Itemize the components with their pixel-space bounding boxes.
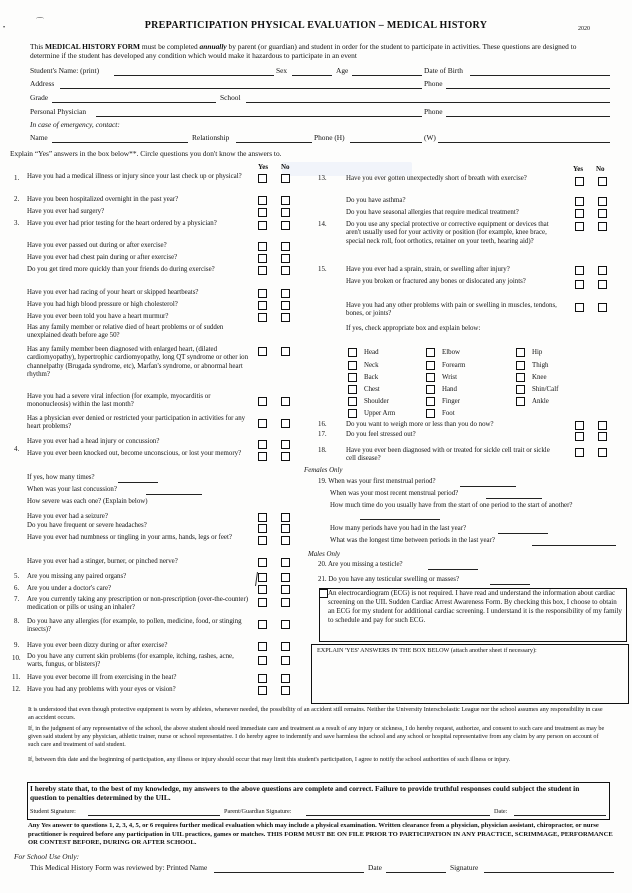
notification-paragraph: If, between this date and the beginning of participation, any illness or injury should occur that may limit this student's participation, I agree to notify the school authorities of such illness or injury. — [28, 756, 511, 763]
body-part-label: Hand — [442, 386, 457, 393]
phone-w-label: (W) — [424, 133, 436, 142]
no-checkbox-8[interactable] — [281, 620, 290, 629]
question-3b: Have you ever passed out during or after exercise? — [27, 242, 167, 249]
certify-date-label: Date: — [494, 808, 508, 815]
body-part-checkbox[interactable] — [348, 409, 357, 418]
yes-checkbox-17[interactable] — [575, 432, 584, 441]
no-checkbox-4b[interactable] — [281, 452, 290, 461]
question-3g: Have you ever been told you have a heart murmur? — [27, 313, 169, 320]
yes-checkbox-15a[interactable] — [575, 266, 584, 275]
yes-header-left: Yes — [258, 163, 269, 171]
question-3c: Have you ever had chest pain during or after exercise? — [27, 254, 178, 261]
question-13b: Do you have asthma? — [346, 197, 406, 204]
yes-checkbox-4g[interactable] — [258, 524, 267, 533]
no-checkbox-9[interactable] — [281, 642, 290, 651]
phone2-label: Phone — [424, 107, 443, 116]
question-4c: If yes, how many times? — [27, 474, 95, 481]
question-7: Are you currently taking any prescription or non-prescription (over-the-counter) medication or pills or using an inhaler? — [27, 596, 249, 612]
question-4f: Have you ever had a seizure? — [27, 513, 108, 520]
yes-checkbox-3a[interactable] — [258, 221, 267, 230]
question-1: Have you had a medical illness or injury since your last check up or physical? — [27, 173, 242, 180]
consent-paragraph: If, in the judgment of any representative of the school, the above student should need immediate care and treatment as a result of any injury or sickness, I do hereby request, authorize, and consent to such care and treatment as may be given said student by any physician, athletic trainer, nurse or school representative. I do hereby agree to indemnify and save harmless the school and any school or hospital representative from any claim by any person on account of such care and treatment of said student. — [28, 725, 605, 749]
yes-checkbox-3f[interactable] — [258, 301, 267, 310]
parent-signature-field[interactable] — [306, 815, 490, 816]
body-part-checkbox[interactable] — [426, 373, 435, 382]
yes-checkbox-7[interactable] — [258, 598, 267, 607]
question-number: 2. — [14, 196, 20, 203]
yes-checkbox-4i[interactable] — [258, 558, 267, 567]
phone2-field[interactable] — [446, 116, 610, 117]
yes-checkbox-10[interactable] — [258, 656, 267, 665]
question-number: 8. — [14, 618, 20, 625]
no-checkbox-3a[interactable] — [281, 221, 290, 230]
body-part-checkbox[interactable] — [426, 361, 435, 370]
testicular-field[interactable] — [490, 584, 530, 585]
dob-field[interactable] — [470, 75, 610, 76]
question-3d: Do you get tired more quickly than your friends do during exercise? — [27, 266, 215, 273]
form-year: 2020 — [578, 26, 590, 32]
yes-checkbox-13c[interactable] — [575, 209, 584, 218]
concussion-count-field[interactable] — [118, 482, 158, 483]
explain-yes-label: EXPLAIN 'YES' ANSWERS IN THE BOX BELOW (attach another sheet if necessary): — [317, 647, 537, 654]
yes-checkbox-5[interactable] — [258, 573, 267, 582]
no-checkbox-12[interactable] — [281, 686, 290, 695]
no-checkbox-13b[interactable] — [598, 197, 607, 206]
body-part-checkbox[interactable] — [516, 385, 525, 394]
sex-field[interactable] — [292, 75, 332, 76]
student-name-field[interactable] — [114, 75, 274, 76]
question-18: Have you ever been diagnosed with or treated for sickle cell trait or sickle cell disease? — [346, 447, 550, 463]
yes-checkbox-11[interactable] — [258, 674, 267, 683]
body-part-label: Head — [364, 349, 379, 356]
yes-checkbox-3e[interactable] — [258, 289, 267, 298]
period-interval-field[interactable] — [360, 519, 440, 520]
relationship-field[interactable] — [236, 142, 312, 143]
body-part-label: Shoulder — [364, 398, 389, 405]
no-checkbox-4g[interactable] — [281, 524, 290, 533]
question-number: 17. — [318, 431, 327, 438]
question-3e: Have you ever had racing of your heart or skipped heartbeats? — [27, 289, 199, 296]
body-part-label: Ankle — [532, 398, 549, 405]
no-checkbox-17[interactable] — [598, 432, 607, 441]
no-checkbox-3i[interactable] — [281, 347, 290, 356]
question-3i: Has any family member been diagnosed with enlarged heart, (dilated cardiomyopathy), hypertrophic cardiomyopathy, long QT syndrome or other ion channelpathy (Brugada syndrome, etc), Marfan's syndrome, or abnormal heart rhythm? — [27, 346, 249, 379]
question-number: 13. — [318, 175, 327, 182]
yes-checkbox-3g[interactable] — [258, 313, 267, 322]
no-checkbox-1[interactable] — [281, 174, 290, 183]
yes-checkbox-14[interactable] — [575, 222, 584, 231]
females-only-heading: Females Only — [304, 467, 343, 474]
phone-h-label: Phone (H) — [314, 133, 345, 142]
yes-checkbox-3c[interactable] — [258, 254, 267, 263]
no-checkbox-11[interactable] — [281, 674, 290, 683]
yes-checkbox-2b[interactable] — [258, 208, 267, 217]
sex-label: Sex — [276, 66, 288, 75]
question-number: 11. — [12, 674, 21, 681]
question-number: 3. — [14, 220, 20, 227]
question-11: Have you ever become ill from exercising in the heat? — [27, 674, 177, 681]
no-checkbox-15c[interactable] — [598, 303, 607, 312]
yes-checkbox-3d[interactable] — [258, 266, 267, 275]
no-header-right: No — [596, 165, 605, 173]
body-part-label: Forearm — [442, 362, 466, 369]
no-checkbox-13a[interactable] — [598, 177, 607, 186]
question-5: Are you missing any paired organs? — [27, 573, 127, 580]
yes-checkbox-3j[interactable] — [258, 397, 267, 406]
school-use-heading: For School Use Only: — [14, 852, 80, 861]
question-number: 1. — [14, 175, 20, 182]
ecg-text: An electrocardiogram (ECG) is not required. I have read and understand the information about cardiac screening on the UIL Sudden Cardiac Arrest Awareness Form. By checking this box, I choose to obtain an ECG for my student for additional cardiac screening. I understand it is the responsibility of my family to schedule and pay for such ECG. — [328, 589, 622, 624]
question-13c: Do you have seasonal allergies that require medical treatment? — [346, 209, 519, 216]
body-part-checkbox[interactable] — [426, 409, 435, 418]
no-checkbox-3b[interactable] — [281, 242, 290, 251]
no-checkbox-3k[interactable] — [281, 419, 290, 428]
no-checkbox-4f[interactable] — [281, 513, 290, 522]
question-number: 18. — [318, 447, 327, 454]
yes-checkbox-4f[interactable] — [258, 513, 267, 522]
yes-header-right: Yes — [573, 165, 584, 173]
question-15a: Have you ever had a sprain, strain, or swelling after injury? — [346, 266, 510, 273]
no-header-left: No — [281, 163, 290, 171]
student-signature-field[interactable] — [88, 815, 220, 816]
grade-label: Grade — [30, 93, 49, 102]
yes-checkbox-4h[interactable] — [258, 536, 267, 545]
question-number: 12. — [12, 686, 21, 693]
dob-label: Date of Birth — [424, 66, 463, 75]
scan-mark: • — [3, 25, 6, 31]
no-checkbox-3e[interactable] — [281, 289, 290, 298]
question-3f: Have you had high blood pressure or high cholesterol? — [27, 301, 178, 308]
review-signature-label: Signature — [450, 863, 479, 872]
no-checkbox-15b[interactable] — [598, 280, 607, 289]
longest-interval-field[interactable] — [532, 545, 616, 546]
testicle-field[interactable] — [428, 569, 478, 570]
question-2a: Have you been hospitalized overnight in the past year? — [27, 196, 179, 203]
yes-checkbox-18[interactable] — [575, 448, 584, 457]
body-part-checkbox[interactable] — [516, 348, 525, 357]
reviewed-by-label: This Medical History Form was reviewed by: Printed Name — [30, 863, 208, 872]
no-checkbox-10[interactable] — [281, 656, 290, 665]
body-part-label: Finger — [442, 398, 460, 405]
question-4b: Have you ever been knocked out, become unconscious, or lost your memory? — [27, 450, 242, 457]
physician-label: Personal Physician — [30, 107, 87, 116]
yes-checkbox-15c[interactable] — [575, 303, 584, 312]
relationship-label: Relationship — [192, 133, 230, 142]
males-only-heading: Males Only — [308, 551, 340, 558]
question-15b: Have you broken or fractured any bones or dislocated any joints? — [346, 278, 526, 285]
question-number: 10. — [12, 655, 21, 662]
no-checkbox-2b[interactable] — [281, 208, 290, 217]
body-part-label: Elbow — [442, 349, 460, 356]
question-4g: Do you have frequent or severe headaches? — [27, 522, 147, 529]
physician-field[interactable] — [96, 116, 422, 117]
body-part-checkbox[interactable] — [516, 373, 525, 382]
no-checkbox-15a[interactable] — [598, 266, 607, 275]
question-number: 7. — [14, 596, 20, 603]
yes-checkbox-13b[interactable] — [575, 197, 584, 206]
body-part-label: Chest — [364, 386, 380, 393]
no-checkbox-4a[interactable] — [281, 440, 290, 449]
question-17: Do you feel stressed out? — [346, 431, 416, 438]
question-12: Have you had any problems with your eyes or vision? — [27, 686, 176, 693]
body-part-label: Upper Arm — [364, 410, 396, 417]
question-16: Do you want to weigh more or less than you do now? — [346, 421, 494, 428]
school-field[interactable] — [246, 102, 610, 103]
yes-checkbox-4b[interactable] — [258, 452, 267, 461]
body-part-label: Neck — [364, 362, 379, 369]
yes-checkbox-16[interactable] — [575, 421, 584, 430]
body-part-label: Shin/Calf — [532, 386, 559, 393]
question-number: 16. — [318, 421, 327, 428]
question-number: 14. — [318, 221, 327, 228]
question-number: 4. — [14, 446, 20, 453]
phone-label: Phone — [424, 79, 443, 88]
yes-checkbox-8[interactable] — [258, 620, 267, 629]
body-part-checkbox[interactable] — [426, 348, 435, 357]
body-part-label: Hip — [532, 349, 543, 356]
question-13a: Have you ever gotten unexpectedly short of breath with exercise? — [346, 175, 527, 182]
question-10: Do you have any current skin problems (for example, itching, rashes, acne, warts, fungus, or blisters)? — [27, 653, 234, 669]
question-20: 20. Are you missing a testicle? — [318, 561, 403, 568]
no-checkbox-3j[interactable] — [281, 397, 290, 406]
question-9: Have you ever been dizzy during or after exercise? — [27, 642, 168, 649]
grade-field[interactable] — [52, 102, 216, 103]
phone-h-field[interactable] — [350, 142, 422, 143]
intro-paragraph: This MEDICAL HISTORY FORM must be completed annually by parent (or guardian) and student in order for the student to participate in activities. These questions are designed to determine if the student has developed any condition which would make it hazardous to participate in an event — [30, 42, 577, 61]
review-date-label: Date — [368, 863, 382, 872]
question-number: 15. — [318, 266, 327, 273]
body-part-checkbox[interactable] — [348, 348, 357, 357]
question-4i: Have you ever had a stinger, burner, or pinched nerve? — [27, 558, 178, 565]
certification-text: I hereby state that, to the best of my knowledge, my answers to the above questions are complete and correct. Failure to provide truthful responses could subject the student in question to penalties determined by the UIL. — [30, 784, 580, 803]
question-19d: How many periods have you had in the last year? — [330, 525, 467, 532]
student-name-label: Student's Name: (print) — [30, 66, 100, 75]
body-part-checkbox[interactable] — [348, 361, 357, 370]
body-part-checkbox[interactable] — [426, 385, 435, 394]
period-count-field[interactable] — [498, 533, 548, 534]
no-checkbox-3c[interactable] — [281, 254, 290, 263]
question-3k: Has a physician ever denied or restricted your participation in activities for any heart problems? — [27, 415, 246, 431]
emergency-label: In case of emergency, contact: — [30, 120, 120, 129]
review-date-field[interactable] — [386, 872, 446, 873]
question-3j: Have you had a severe viral infection (for example, myocarditis or mononucleosis) within the last month? — [27, 393, 211, 409]
age-field[interactable] — [352, 75, 422, 76]
body-part-label: Foot — [442, 410, 455, 417]
no-checkbox-13c[interactable] — [598, 209, 607, 218]
question-19b: When was your most recent menstrual period? — [330, 490, 459, 497]
no-checkbox-3g[interactable] — [281, 313, 290, 322]
yes-checkbox-15b[interactable] — [575, 280, 584, 289]
parent-signature-label: Parent/Guardian Signature: — [224, 808, 292, 815]
yes-checkbox-3i[interactable] — [258, 347, 267, 356]
no-checkbox-16[interactable] — [598, 421, 607, 430]
clearance-warning: Any Yes answer to questions 1, 2, 3, 4, 5, or 6 requires further medical evaluation which may include a physical examination. Written clearance from a physician, physician assistant, chiropractor, or nurse practitioner is required before any participation in UIL practices, games or matches. THIS FORM MUST BE ON FILE PRIOR TO PARTICIPATION IN ANY PRACTICE, SCRIMMAGE, PERFORMANCE OR CONTEST BEFORE, DURING OR AFTER SCHOOL. — [28, 822, 613, 847]
emergency-name-label: Name — [30, 133, 48, 142]
body-part-checkbox[interactable] — [348, 373, 357, 382]
question-19a: 19. When was your first menstrual period? — [318, 478, 436, 485]
yes-checkbox-12[interactable] — [258, 686, 267, 695]
question-19e: What was the longest time between periods in the last year? — [330, 537, 495, 544]
no-checkbox-3f[interactable] — [281, 301, 290, 310]
last-concussion-field[interactable] — [146, 494, 202, 495]
yes-checkbox-3b[interactable] — [258, 242, 267, 251]
instructions: Explain “Yes” answers in the box below**. Circle questions you don't know the answers to. — [10, 149, 282, 158]
yes-checkbox-13a[interactable] — [575, 177, 584, 186]
question-number: 6. — [14, 585, 20, 592]
no-checkbox-5[interactable] — [281, 573, 290, 582]
yes-checkbox-9[interactable] — [258, 642, 267, 651]
body-part-label: Back — [364, 374, 379, 381]
no-checkbox-18[interactable] — [598, 448, 607, 457]
school-label: School — [220, 93, 241, 102]
scan-mark: ⌒ — [36, 17, 44, 26]
address-field[interactable] — [60, 88, 422, 89]
question-4a: Have you ever had a head injury or concussion? — [27, 438, 160, 445]
scan-artifact — [282, 162, 412, 176]
body-part-label: Thigh — [532, 362, 549, 369]
question-21: 21. Do you have any testicular swelling or masses? — [318, 576, 460, 583]
question-4h: Have you ever had numbness or tingling in your arms, hands, legs or feet? — [27, 534, 232, 541]
question-8: Do you have any allergies (for example, to pollen, medicine, food, or stinging insects)? — [27, 618, 242, 634]
yes-checkbox-4a[interactable] — [258, 440, 267, 449]
body-part-label: Wrist — [442, 374, 458, 381]
question-3a: Have you ever had prior testing for the heart ordered by a physician? — [27, 220, 217, 227]
no-checkbox-6[interactable] — [281, 585, 290, 594]
student-signature-label: Student Signature: — [30, 808, 76, 815]
yes-checkbox-6[interactable] — [258, 585, 267, 594]
phone-w-field[interactable] — [438, 142, 610, 143]
page-title: PREPARTICIPATION PHYSICAL EVALUATION – MEDICAL HISTORY — [144, 20, 488, 31]
question-15d: If yes, check appropriate box and explain below: — [346, 325, 481, 332]
question-3h: Has any family member or relative died of heart problems or of sudden unexplained death before age 50? — [27, 324, 224, 340]
question-number: 5. — [14, 573, 20, 580]
recent-period-field[interactable] — [486, 498, 542, 499]
address-label: Address — [30, 79, 55, 88]
body-part-checkbox[interactable] — [348, 397, 357, 406]
question-2b: Have you ever had surgery? — [27, 208, 105, 215]
no-checkbox-4i[interactable] — [281, 558, 290, 567]
body-part-checkbox[interactable] — [516, 397, 525, 406]
question-4d: When was your last concussion? — [27, 486, 117, 493]
certify-date-field[interactable] — [514, 815, 606, 816]
age-label: Age — [336, 66, 349, 75]
question-6: Are you under a doctor's care? — [27, 585, 112, 592]
phone-field[interactable] — [446, 88, 610, 89]
body-part-checkbox[interactable] — [516, 361, 525, 370]
emergency-name-field[interactable] — [52, 142, 188, 143]
no-checkbox-3d[interactable] — [281, 266, 290, 275]
yes-checkbox-3k[interactable] — [258, 419, 267, 428]
no-checkbox-14[interactable] — [598, 222, 607, 231]
body-part-checkbox[interactable] — [348, 385, 357, 394]
no-checkbox-2a[interactable] — [281, 196, 290, 205]
body-part-label: Knee — [532, 374, 547, 381]
body-part-checkbox[interactable] — [426, 397, 435, 406]
reviewer-name-field[interactable] — [214, 872, 364, 873]
no-checkbox-4h[interactable] — [281, 536, 290, 545]
yes-checkbox-1[interactable] — [258, 174, 267, 183]
question-15c: Have you had any other problems with pain or swelling in muscles, tendons, bones, or joints? — [346, 302, 557, 318]
no-checkbox-7[interactable] — [281, 598, 290, 607]
liability-paragraph: It is understood that even though protective equipment is worn by athletes, whenever needed, the possibility of an accident still remains. Neither the University Interscholastic League nor the school assumes any responsibility in case an accident occurs. — [28, 706, 603, 722]
question-14: Do you use any special protective or corrective equipment or devices that aren't usually used for your activity or position (for example, knee brace, special neck roll, foot orthotics, retainer on your teeth, hearing aid)? — [346, 221, 549, 245]
ecg-checkbox[interactable] — [319, 589, 328, 598]
question-number: 9. — [14, 642, 20, 649]
review-signature-field[interactable] — [484, 872, 614, 873]
question-4e: How severe was each one? (Explain below) — [27, 498, 148, 505]
first-period-field[interactable] — [460, 486, 516, 487]
question-19c: How much time do you usually have from the start of one period to the start of another? — [330, 502, 573, 509]
yes-checkbox-2a[interactable] — [258, 196, 267, 205]
